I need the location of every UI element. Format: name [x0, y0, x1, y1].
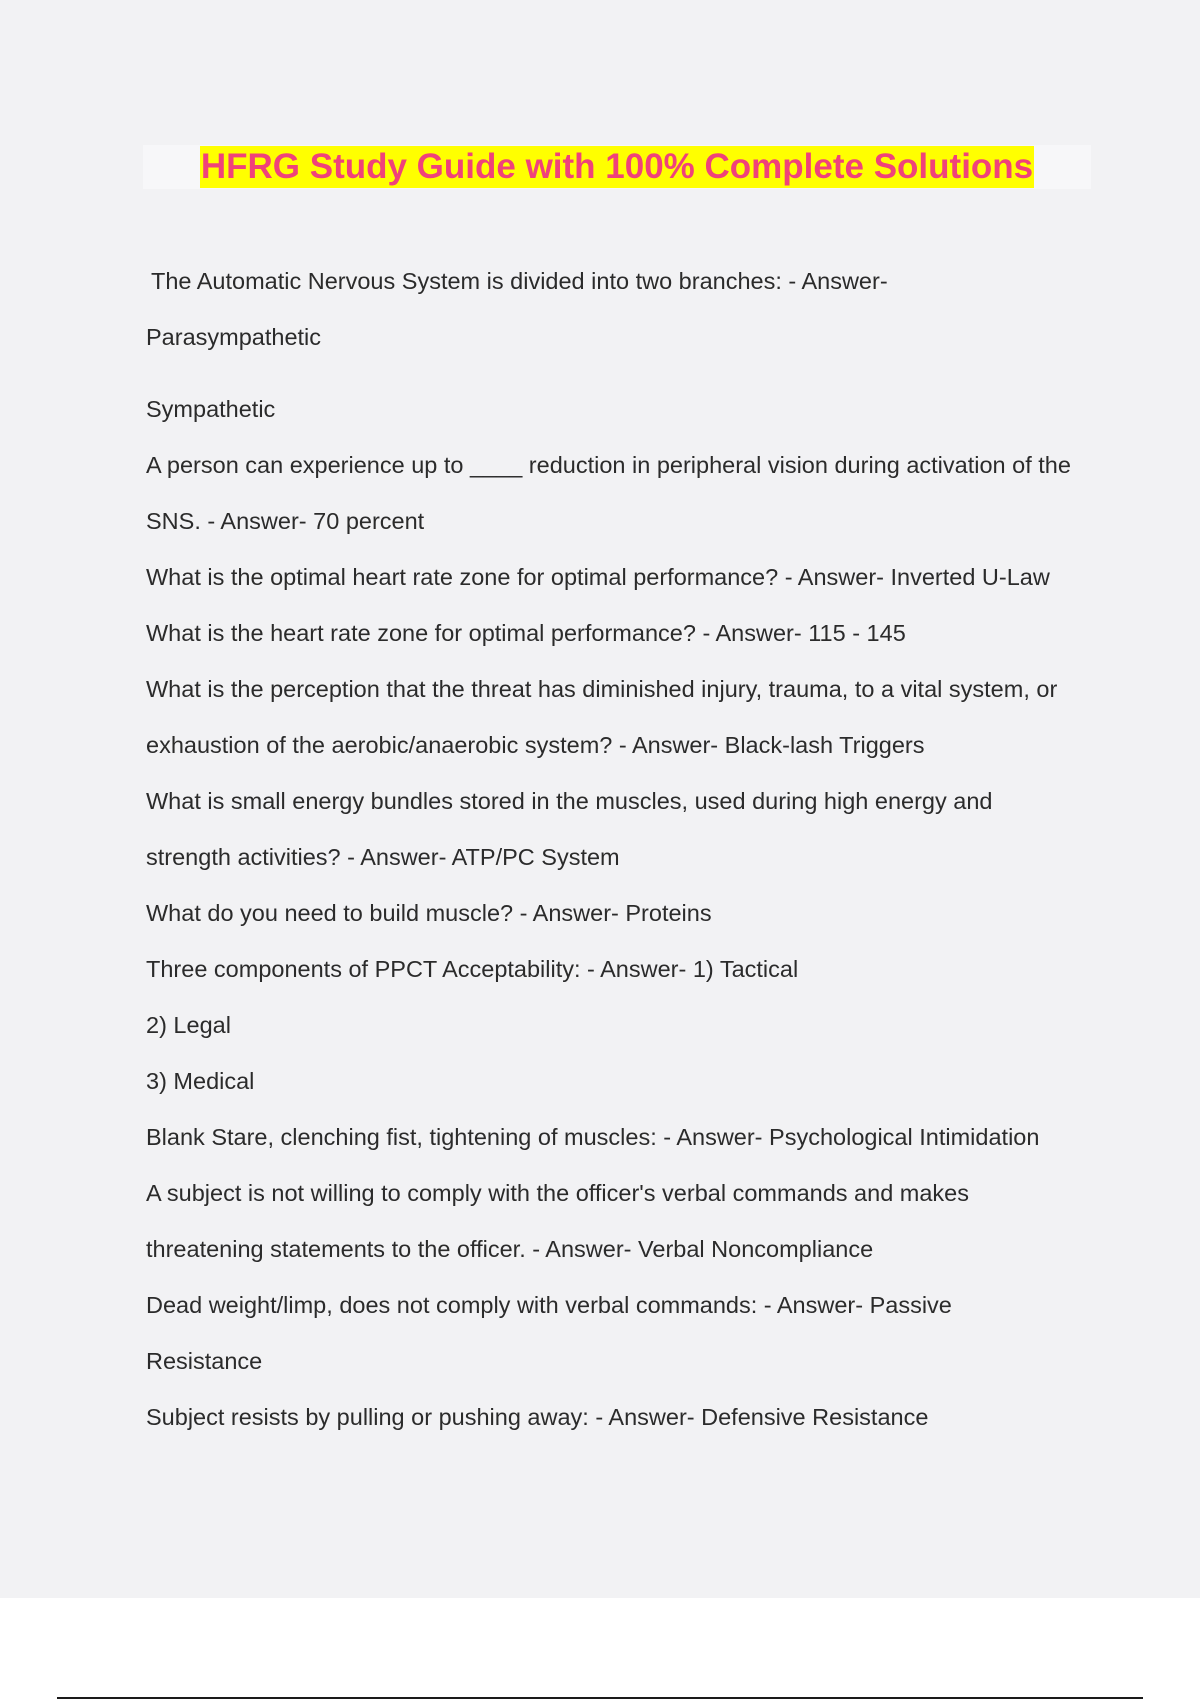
text-line: Subject resists by pulling or pushing away: - Answer- Defensive Resistance — [146, 1404, 929, 1430]
text-line: threatening statements to the officer. - Answer- Verbal Noncompliance — [146, 1236, 874, 1262]
text-line: Three components of PPCT Acceptability: - Answer- 1) Tactical — [146, 956, 799, 982]
text-line: 2) Legal — [146, 1012, 231, 1038]
text-line: What is the heart rate zone for optimal performance? - Answer- 115 - 145 — [146, 620, 906, 646]
footer-divider — [57, 1697, 1143, 1699]
text-line: What is small energy bundles stored in the muscles, used during high energy and — [146, 788, 993, 814]
text-line: What is the optimal heart rate zone for optimal performance? - Answer- Inverted U-Law — [146, 564, 1050, 590]
paragraph-gap — [146, 365, 1096, 381]
text-line: What do you need to build muscle? - Answer- Proteins — [146, 900, 712, 926]
text-line: Parasympathetic — [146, 324, 322, 350]
text-line: Resistance — [146, 1348, 263, 1374]
text-line: A person can experience up to ____ reduction in peripheral vision during activation of the — [146, 452, 1071, 478]
text-line: The Automatic Nervous System is divided into two branches: - Answer- — [151, 268, 888, 294]
title-band — [143, 145, 1091, 189]
text-line: SNS. - Answer- 70 percent — [146, 508, 425, 534]
text-line: exhaustion of the aerobic/anaerobic system? - Answer- Black-lash Triggers — [146, 732, 925, 758]
text-line: What is the perception that the threat has diminished injury, trauma, to a vital system, or — [146, 676, 1058, 702]
text-line: 3) Medical — [146, 1068, 255, 1094]
text-line: Sympathetic — [146, 396, 276, 422]
document-body — [146, 253, 1096, 1445]
document-title: HFRG Study Guide with 100% Complete Solutions — [200, 147, 1034, 186]
text-line: strength activities? - Answer- ATP/PC System — [146, 844, 620, 870]
text-line: A subject is not willing to comply with the officer's verbal commands and makes — [146, 1180, 970, 1206]
text-line: Blank Stare, clenching fist, tightening of muscles: - Answer- Psychological Intimidation — [146, 1124, 1040, 1150]
text-line: Dead weight/limp, does not comply with verbal commands: - Answer- Passive — [146, 1292, 952, 1318]
